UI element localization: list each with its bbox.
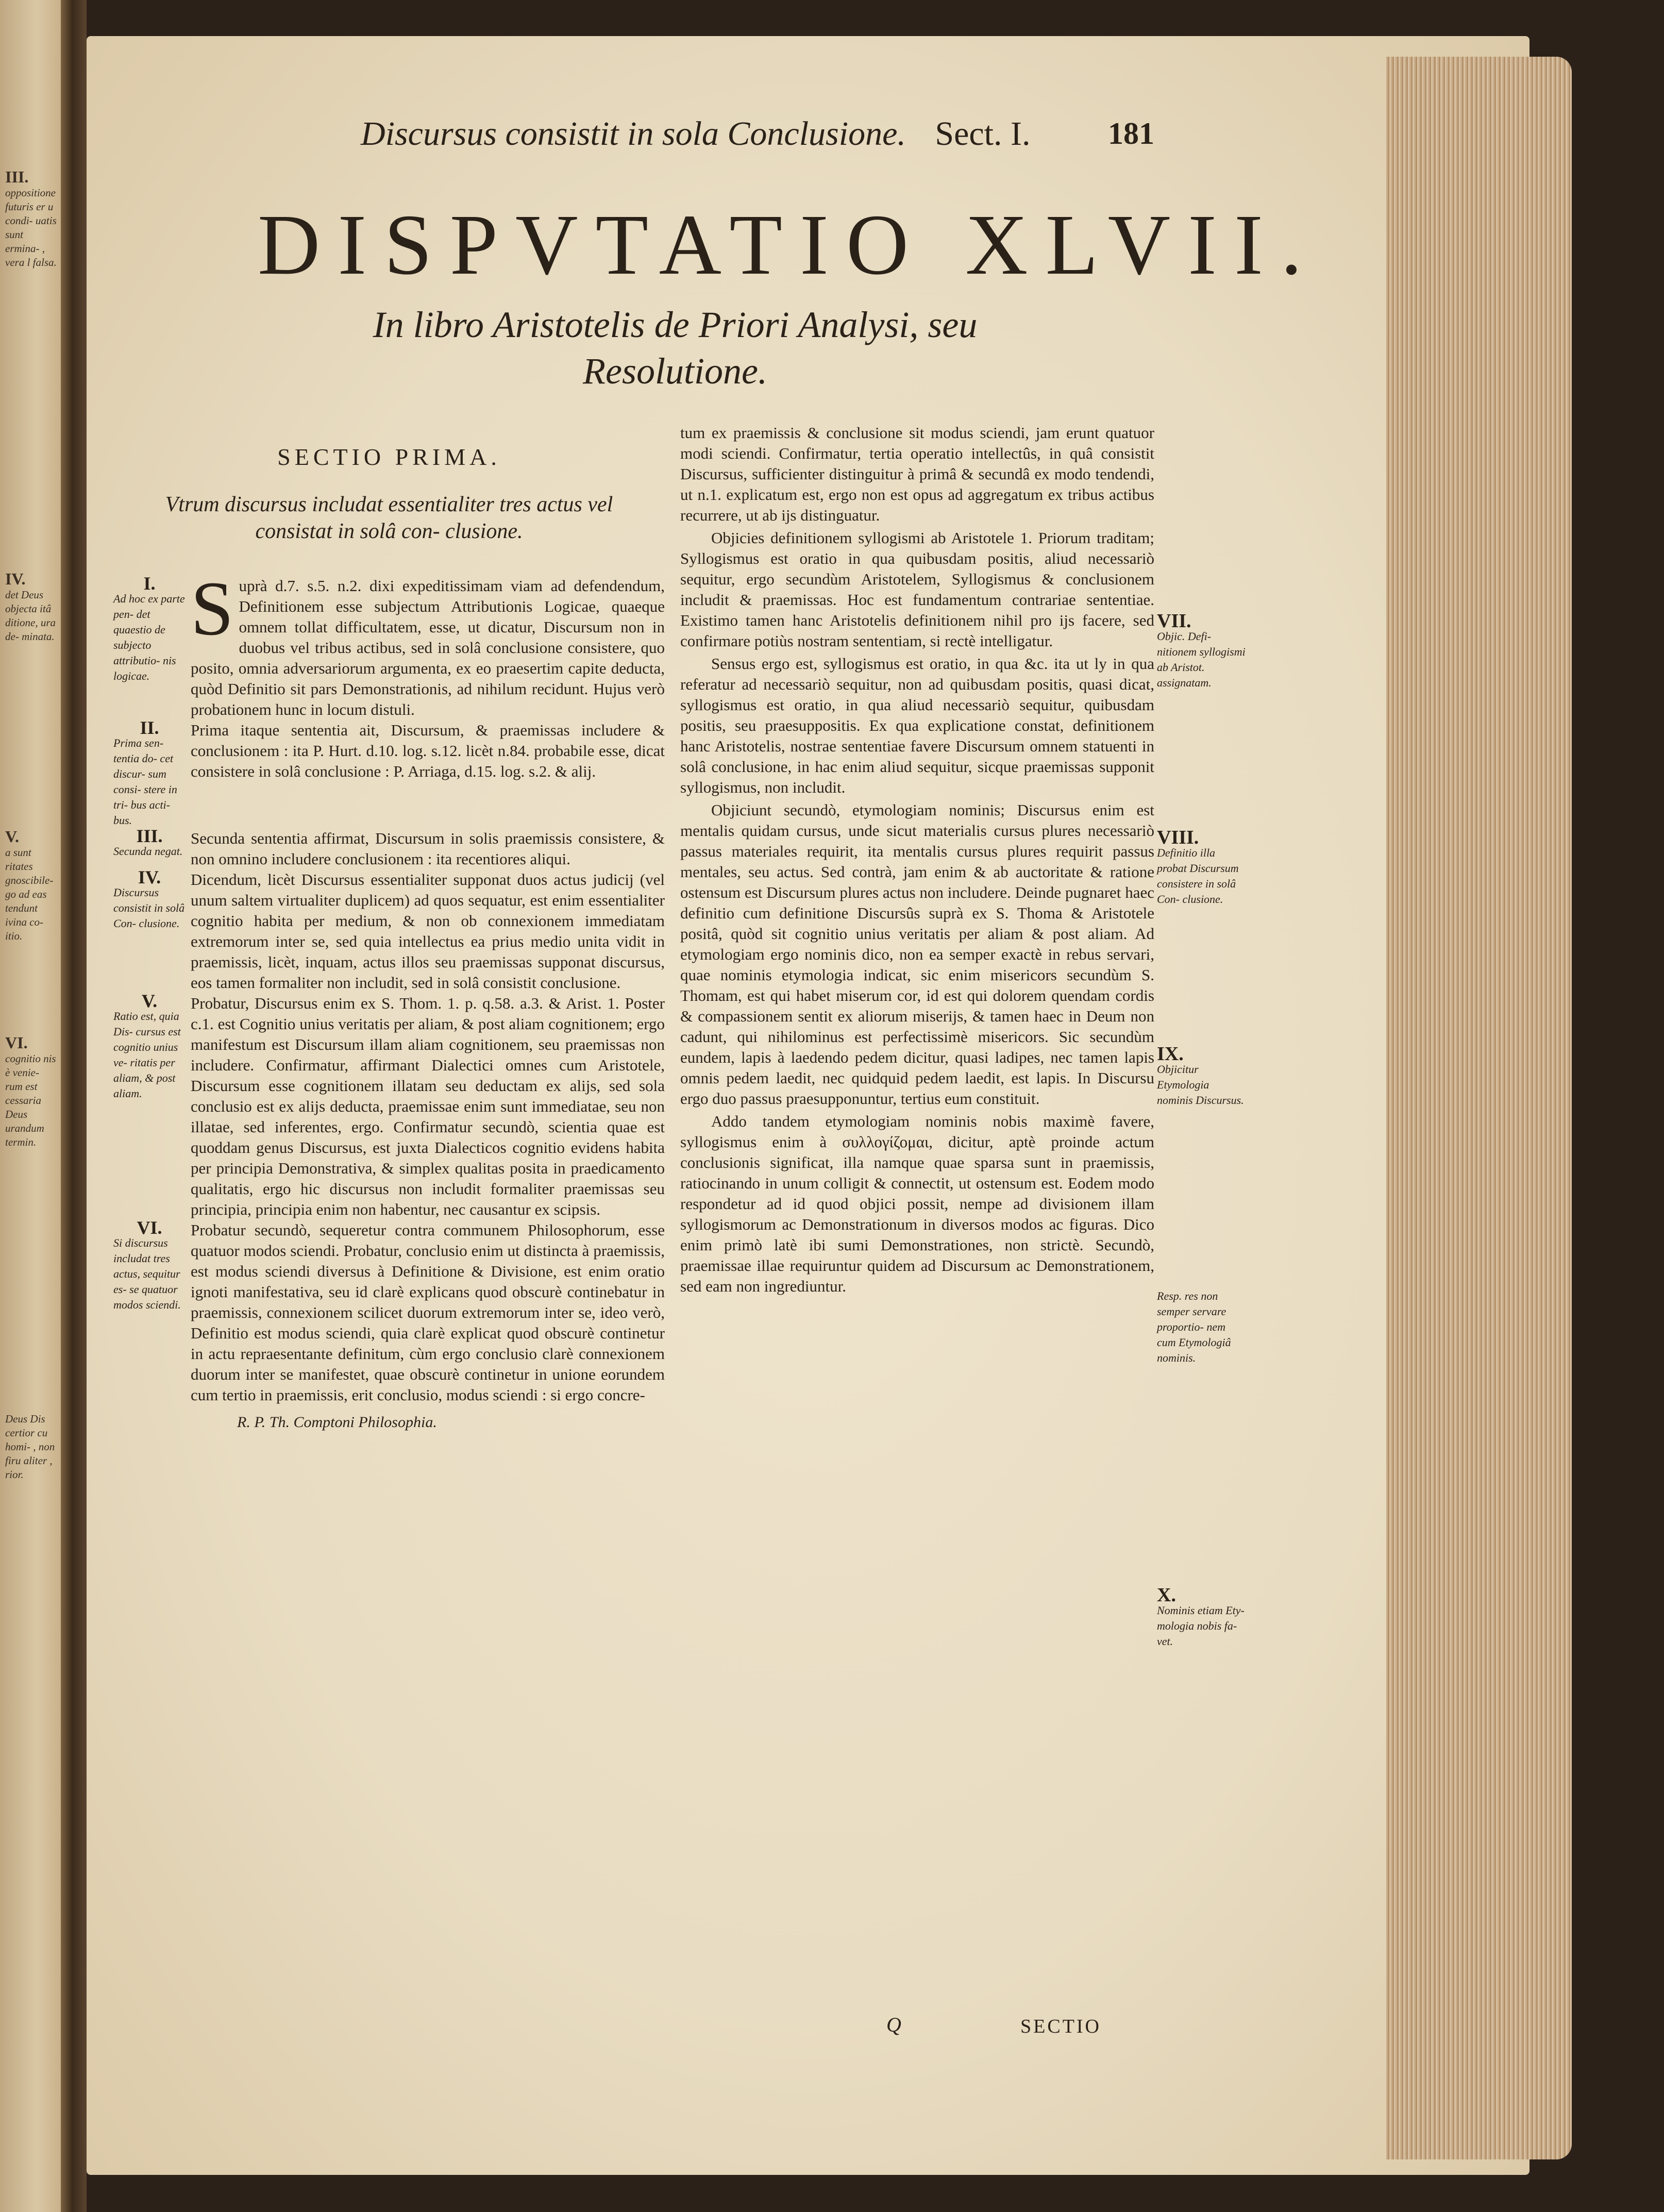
paragraph-9: Sensus ergo est, syllogismus est oratio, in qua &c. ita ut ly in qua referatur ad necessariò sequitur, non ad quibusdam positis, quasi dicat, syllogismus est oratio, in qua aliud necessariò sequitur, quibusdam positis, seu praesuppositis. Ex qua explicatione constat, definitionem hanc Aristotelis, nostrae sententiae favere Discursum omnem statuenti in solâ conclusione, in hac enim aliud sequitur, sicque praemissas supponit syllogismus, non includit.: [680, 655, 1154, 796]
book-gutter: [61, 0, 87, 2212]
printer-signature: R. P. Th. Comptoni Philosophia.: [237, 1414, 437, 1431]
facing-page: [0, 0, 61, 2212]
margin-note: II. Prima sen- tentia do- cet discur- sum consi- stere in tri- bus acti- bus.: [113, 717, 177, 827]
section-heading: SECTIO PRIMA.: [277, 444, 501, 470]
paragraph-2: [113, 717, 665, 828]
margin-note-x: X. Nominis etiam Ety- mologia nobis fa- vet.: [1157, 1584, 1245, 1648]
paragraph-6: [113, 1217, 665, 1405]
paragraph-4: [113, 869, 665, 993]
facing-note-3: V. a sunt ritates gnoscibile- go ad eas tendunt ivina co- itio.: [5, 827, 54, 942]
paragraph-text: Secunda sententia affirmat, Discursum in solis praemissis consistere, & non omnino includere conclusionem : ita recentiores aliqui.: [191, 829, 665, 868]
running-head: [361, 111, 1159, 157]
paragraph-text: Prima itaque sententia ait, Discursum, & praemissas includere & conclusionem : ita P. Hurt. d.10. log. s.12. licèt n.84. probabile esse, dicat consistere in solâ conclusione : P. Arriaga, d.15. log. s.2. & alij.: [191, 721, 665, 780]
running-title: Discursus consistit in sola Conclusione.: [361, 115, 906, 153]
paragraph-5: [113, 993, 665, 1220]
left-column: [113, 433, 665, 1431]
page-edges: [1386, 57, 1572, 2159]
facing-note-1: III. oppositione futuris er u condi- uatis sunt ermina- , vera l falsa.: [5, 167, 57, 269]
disputation-subtitle: In libro Aristotelis de Priori Analysi, seu Resolutione.: [373, 304, 978, 392]
margin-note-viii: VIII. Definitio illa probat Discursum consistere in solâ Con- clusione.: [1157, 827, 1239, 906]
facing-note-5: Deus Dis certior cu homi- , non firu aliter , rior.: [5, 1413, 55, 1481]
margin-note-resp: Resp. res non semper servare proportio- nem cum Etymologiâ nominis.: [1157, 1289, 1231, 1364]
margin-note: VI. Si discursus includat tres actus, sequitur es- se quatuor modos sciendi.: [113, 1217, 181, 1311]
margin-note: V. Ratio est, quia Dis- cursus est cognitio unius ve- ritatis per aliam, & post aliam.: [113, 991, 181, 1100]
page-number: 181: [1108, 116, 1154, 150]
facing-note-4: VI. cognitio nis è venie- rum est cessaria Deus urandum termin.: [5, 1033, 56, 1148]
facing-note-2: IV. det Deus objecta itâ ditione, ura de- minata.: [5, 569, 56, 643]
paragraph-10: Objiciunt secundò, etymologiam nominis; Discursus enim est mentalis quidam cursus, unde sicut materialis cursus plures necessariò passus materiales requirit, ita mentalis cursus plures requirit passus mentales, seu actus. Sed contrà, jam enim & ab auctoritate & ratione ostensum est Discursum plures actus non includere. Deinde pugnaret haec definitio cum definitione Discursûs suprà ex S. Thoma & Aristotele positâ, quòd sit cognitio unius veritatis per aliam & post aliam. Ad etymologiam ergo nominis dico, non ea semper exactè in rebus servari, quae nominis etymologia indicat, sic enim misericors secundùm S. Thomam, est qui habet miserum cor, id est qui dolorem quendam cordis & compassionem sentit ex aliorum miserijs, & tamen haec in Deum non cadunt, qui nihilominus est perfectissimè misericors. Sic secundùm eundem, lapis à laedendo pedem dicitur, quasi ladipes, nec tamen lapis omnis pedem laedit, nec quidquid pedem laedit, est lapis. In Discursu ergo duo passus praesupponuntur, tertius eum constituit.: [680, 801, 1154, 1108]
paragraph-11: Addo tandem etymologiam nominis nobis maximè favere, syllogismus enim à συλλογίζομαι, dicitur, aptè proinde actum conclusionis significat, illa namque quae sparsa sunt in praemissis, ratiocinando in unum colligit & connectit, ut ostensum est. Eodem modo respondetur ad id quod objici possit, nempe ad divisionem illam syllogismorum ac Demonstrationum in diversos modos ac figuras. Dico enim primò latè ibi sumi Demonstrationes, non strictè. Secundò, praemissae illae requiruntur quidem ad Discursum ac Demonstrationem, sed eam non ingrediuntur.: [680, 1112, 1154, 1295]
paragraph-text: Dicendum, licèt Discursus essentialiter supponat duos actus judicij (vel unum saltem virtualiter duplicem) ad quos sequatur, est enim essentialiter cognitio habita per medium, & non ob connexionem immediatam extremorum inter se, sed quia intellectus ea prius medio unita vidit in praemissis, licèt, inquam, actus illos seu praemissas supponat discursus, eos tamen formaliter non includit, sed in solâ consistit conclusione.: [191, 870, 665, 992]
paragraph-3: [113, 828, 665, 869]
paragraph-1: [113, 566, 665, 720]
section-label: Sect. I.: [935, 115, 1031, 153]
margin-note-ix: IX. Objicitur Etymologia nominis Discursus.: [1157, 1043, 1244, 1107]
paragraph-text: Probatur secundò, sequeretur contra communem Philosophorum, esse quatuor modos sciendi. Probatur, conclusio enim ut distincta à praemissis, est modus sciendi diversus à Definitione & Divisione, est enim oratio ignoti manifestativa, seu id clarè explicans quod obscurè continebatur in praemissis, connexionem scilicet duorum extremorum inter se, ideo verò, Definitio est modus sciendi, quia clarè explicat quod obscurè continetur in actu repraesentante definitum, cùm ergo conclusio clarè connexionem duorum inter se manifestet, quae obscurè continetur in unione eorundem cum tertio in praemissis, erit conclusio, modus sciendi : si ergo concre-: [191, 1221, 665, 1404]
margin-note-vii: VII. Objic. Defi- nitionem syllogismi ab Aristot. assignatam.: [1157, 610, 1246, 689]
signature-mark: Q: [886, 2013, 901, 2036]
paragraph-text: Probatur, Discursus enim ex S. Thom. 1. p. q.58. a.3. & Arist. 1. Poster c.1. est Cognitio unius veritatis per aliam, & post aliam cognitionem; ergo manifestum est Discursum illam aliam cognitionem, seu praemissas non includere. Confirmatur, affirmant Dialectici omnes cum Aristotele, Discursum esse cognitionem illatam seu deductam ex alijs, sed sola conclusio est ex alijs deducta, praemissae enim sunt immediatae, seu non illatae, sed inferentes, ergo. Confirmatur secundò, scientia quae est quoddam genus Discursus, est juxta Dialecticos cognitio evidens habita per principia Demonstrativa, & simplex qualitas posita in praedicamento qualitatis, ergo hic discursus non includit formaliter praemissas seu principia, principia enim non habentur, nec causantur ex scipsis.: [191, 994, 665, 1218]
right-column: [680, 423, 1154, 1299]
paragraph-text: Suprà d.7. s.5. n.2. dixi expeditissimam viam ad defendendum, Definitionem esse subjectum Attributionis Logicae, quaeque omnem tollat difficultatem, esse, ut dicatur, Discursum non in duobus vel tribus actibus, sed in solâ conclusione consistere, quo posito, omnia adversariorum argumenta, ex eo praesertim capite deducta, quòd Definitio sit pars Demonstrationis, ad nihilum recidunt. Hujus verò probationem hunc in locum distuli.: [191, 566, 665, 718]
margin-note: III. Secunda negat.: [113, 826, 183, 858]
catchword: SECTIO: [1020, 2016, 1101, 2037]
paragraph-7: tum ex praemissis & conclusione sit modus sciendi, jam erunt quatuor modi sciendi. Confirmatur, tertia operatio intellectûs, in quâ consistit Discursus, sufficienter distinguitur à primâ & secundâ ex modo tendendi, ut n.1. explicatum est, ergo non est opus ad aggregatum ex tribus actibus recurrere, ut ab ijs distinguatur.: [680, 424, 1154, 524]
margin-note: IV. Discursus consistit in solâ Con- clusione.: [113, 867, 185, 930]
margin-note: I. Ad hoc ex parte pen- det quaestio de subjecto attributio- nis logicae.: [113, 573, 185, 682]
paragraph-8: Objicies definitionem syllogismi ab Aristotele 1. Priorum traditam; Syllogismus est oratio in qua quibusdam positis, aliud necessariò sequitur, ergo secundùm Aristotelem, Syllogismus & conclusionem includit & praemissas. Hoc est fundamentum contrariae sententiae. Existimo tamen hanc Aristotelis definitionem nihil pro ijs facere, sed confirmare potiùs nostram sententiam, si rectè intelligatur.: [680, 529, 1154, 650]
disputation-title: DISPVTATIO XLVII.: [258, 197, 1320, 293]
section-question: Vtrum discursus includat essentialiter tres actus vel consistat in solâ con- clusione.: [165, 493, 613, 543]
